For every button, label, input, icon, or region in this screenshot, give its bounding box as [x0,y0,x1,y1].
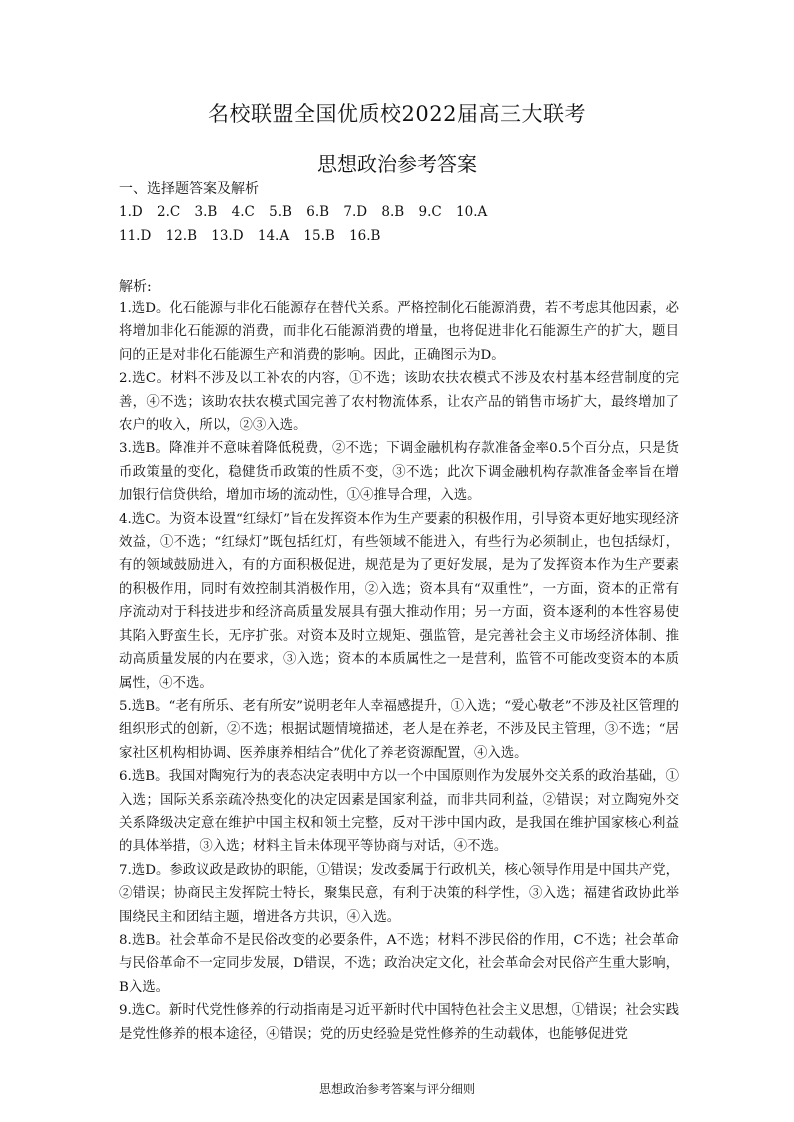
answer-key-row-2 [119,228,679,244]
document-title: 名校联盟全国优质校2022届高三大联考 [208,102,586,126]
explanation-paragraph: 1.选D。化石能源与非化石能源存在替代关系。严格控制化石能源消费，若不考虑其他因素，必将增加非化石能源的消费，而非化石能源消费的增量，也将促进非化石能源生产的扩大，题目问的正是对非化石能源生产和消费的影响。因此，正确图示为D。 [119,301,679,363]
answer-item: 14.A [257,228,290,244]
answer-item: 4.C [231,204,255,220]
answer-item: 7.D [343,204,368,220]
explanation-paragraph: 5.选B。“老有所乐、老有所安”说明老年人幸福感提升，①入选；“爱心敬老”不涉及社区管理的组织形式的创新，②不选；根据试题情境描述，老人是在养老，不涉及民主管理，③不选；“居家社区机构相协调、医养康养相结合”优化了养老资源配置，④入选。 [119,698,679,761]
page-footer: 思想政治参考答案与评分细则 [318,1082,475,1096]
answer-item: 10.A [456,204,488,220]
answer-item: 5.B [269,204,292,220]
answer-item: 16.B [349,228,381,244]
answer-item: 6.B [306,204,330,220]
answer-item: 2.C [157,204,181,220]
answer-key-row-1 [119,204,679,220]
explanation-paragraph: 6.选B。我国对陶宛行为的表态决定表明中方以一个中国原则作为发展外交关系的政治基础，①入选；国际关系亲疏冷热变化的决定因素是国家利益，而非共同利益，②错误；对立陶宛外交关系降级决定意在维护中国主权和领土完整，反对干涉中国内政，是我国在维护国家核心利益的具体举措，③入选；材料主旨未体现平等协商与对话，④不选。 [119,769,679,855]
answer-item: 3.B [194,204,218,220]
answer-item: 1.D [119,204,143,220]
explanation-paragraph: 2.选C。材料不涉及以工补农的内容，①不选；该助农扶农模式不涉及农村基本经营制度的完善，④不选；该助农扶农模式国完善了农村物流体系，让农产品的销售市场扩大，最终增加了农户的收入，所以，②③入选。 [119,371,679,434]
answer-item: 12.B [165,228,197,244]
explanation-paragraph: 8.选B。社会革命不是民俗改变的必要条件，A不选；材料不涉民俗的作用，C不选；社会革命与民俗革命不一定同步发展，D错误，不选；政治决定文化，社会革命会对民俗产生重大影响，B入选。 [119,932,679,995]
explanation-paragraph: 7.选D。参政议政是政协的职能，①错误；发改委属于行政机关，核心领导作用是中国共产党，②错误；协商民主发挥院士特长，聚集民意，有利于决策的科学性，③入选；福建省政协此举围绕民主和团结主题，增进各方共识，④入选。 [119,862,679,925]
explanations-body [119,297,679,1046]
answer-item: 8.B [381,204,405,220]
explanation-paragraph: 4.选C。为资本设置“红绿灯”旨在发挥资本作为生产要素的积极作用，引导资本更好地实现经济效益，①不选；“红绿灯”既包括红灯，有些领域不能进入，有些行为必须制止，也包括绿灯，有的领域鼓励进入，有的方面积极促进，规范是为了更好发展，是为了发挥资本作为生产要素的积极作用，同时有效控制其消极作用，②入选；资本具有“双重性”，一方面，资本的正常有序流动对于科技进步和经济高质量发展具有强大推动作用；另一方面，资本逐利的本性容易使其陷入野蛮生长，无序扩张。对资本及时立规矩、强监管，是完善社会主义市场经济体制、推动高质量发展的内在要求，③入选；资本的本质属性之一是营利，监管不可能改变资本的本质属性，④不选。 [119,511,679,691]
answer-item: 11.D [119,228,152,244]
explanation-paragraph: 9.选C。新时代党性修养的行动指南是习近平新时代中国特色社会主义思想，①错误；社会实践是党性修养的根本途径，④错误；党的历史经验是党性修养的生动载体，也能够促进党 [119,1003,679,1042]
answer-item: 15.B [303,228,335,244]
explanation-paragraph: 3.选B。降准并不意味着降低税费，②不选；下调金融机构存款准备金率0.5个百分点，只是货币政策量的变化，稳健货币政策的性质不变，③不选；此次下调金融机构存款准备金率旨在增加银行信贷供给，增加市场的流动性，①④推导合理，入选。 [119,441,679,504]
section-heading: 一、选择题答案及解析 [119,181,259,197]
answer-item: 9.C [418,204,442,220]
document-subtitle: 思想政治参考答案 [317,152,477,176]
answer-item: 13.D [211,228,244,244]
analysis-label: 解析: [119,279,152,295]
